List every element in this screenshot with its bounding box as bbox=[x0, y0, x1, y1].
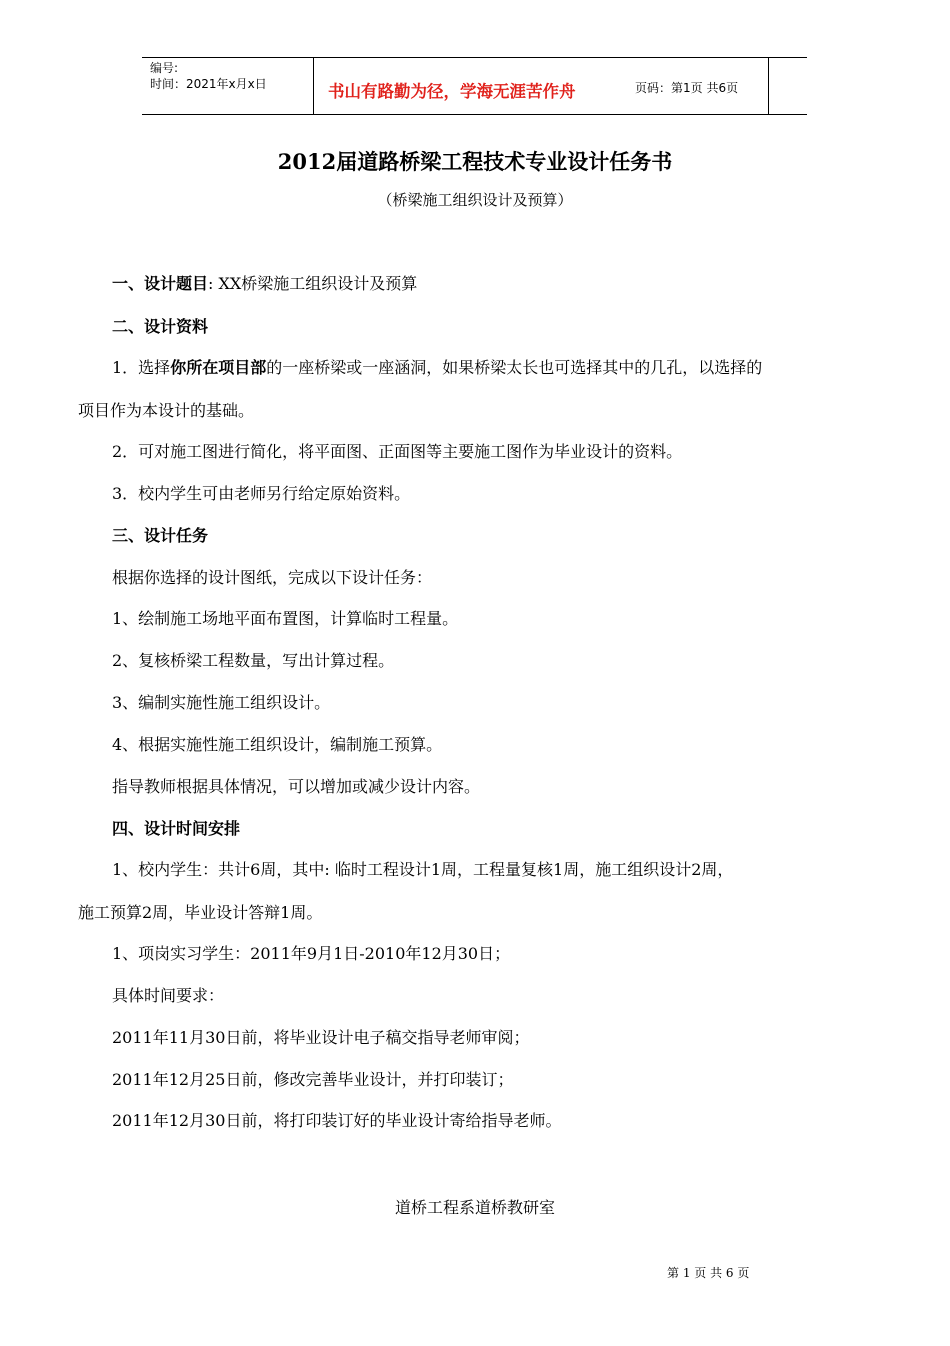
time-label: 时间：2021年x月x日 bbox=[150, 77, 267, 91]
section-4-item-1: 1、校内学生：共计6周，其中: 临时工程设计1周，工程量复核1周，施工组织设计2周， bbox=[112, 860, 734, 879]
document-title: 2012届道路桥梁工程技术专业设计任务书 bbox=[277, 149, 673, 174]
deadline-2: 2011年12月25日前，修改完善毕业设计，并打印装订； bbox=[112, 1070, 514, 1089]
section-3-item-2: 2、复核桥梁工程数量，写出计算过程。 bbox=[112, 651, 395, 670]
section-4-item-2: 1、项岗实习学生：2011年9月1日-2010年12月30日； bbox=[112, 944, 511, 963]
document-subtitle: （桥梁施工组织设计及预算） bbox=[377, 191, 573, 209]
section-3-item-4: 4、根据实施性施工组织设计，编制施工预算。 bbox=[112, 735, 443, 754]
section-3-note: 指导教师根据具体情况，可以增加或减少设计内容。 bbox=[112, 777, 481, 796]
section-3-intro: 根据你选择的设计图纸，完成以下设计任务： bbox=[112, 568, 433, 587]
deadline-3: 2011年12月30日前，将打印装订好的毕业设计寄给指导老师。 bbox=[112, 1111, 562, 1130]
item-1-text: 的一座桥梁或一座涵洞，如果桥梁太长也可选择其中的几孔，以选择的 bbox=[266, 358, 763, 377]
section-1-line bbox=[112, 273, 417, 295]
page-footer: 第 1 页 共 6 页 bbox=[667, 1266, 750, 1280]
section-2-heading: 二、设计资料 bbox=[112, 317, 209, 336]
section-2-item-1-cont: 项目作为本设计的基础。 bbox=[78, 401, 255, 420]
header-meta bbox=[150, 60, 312, 92]
item-1-prefix: 1．选择 bbox=[112, 358, 171, 377]
section-3-item-3: 3、编制实施性施工组织设计。 bbox=[112, 693, 331, 712]
serial-label: 编号: bbox=[150, 61, 179, 75]
department-signature: 道桥工程系道桥教研室 bbox=[394, 1198, 555, 1217]
header-page-label: 页码：第1页 共6页 bbox=[635, 81, 739, 95]
header-table bbox=[142, 57, 807, 115]
deadline-1: 2011年11月30日前，将毕业设计电子稿交指导老师审阅； bbox=[112, 1028, 530, 1047]
section-1-heading: 一、设计题目 bbox=[112, 274, 209, 293]
item-1-emphasis: 你所在项目部 bbox=[170, 358, 267, 377]
section-2-item-2: 2．可对施工图进行简化，将平面图、正面图等主要施工图作为毕业设计的资料。 bbox=[112, 442, 683, 461]
section-4-heading: 四、设计时间安排 bbox=[112, 819, 241, 838]
section-2-item-3: 3．校内学生可由老师另行给定原始资料。 bbox=[112, 484, 411, 503]
section-4-requirements: 具体时间要求： bbox=[112, 986, 225, 1005]
section-3-heading: 三、设计任务 bbox=[112, 526, 209, 545]
section-1-text: : XX桥梁施工组织设计及预算 bbox=[208, 274, 418, 293]
section-4-item-1-cont: 施工预算2周，毕业设计答辩1周。 bbox=[78, 903, 323, 922]
section-2-item-1 bbox=[112, 357, 762, 379]
section-3-item-1: 1、绘制施工场地平面布置图，计算临时工程量。 bbox=[112, 609, 459, 628]
header-motto: 书山有路勤为径，学海无涯苦作舟 bbox=[328, 82, 576, 101]
